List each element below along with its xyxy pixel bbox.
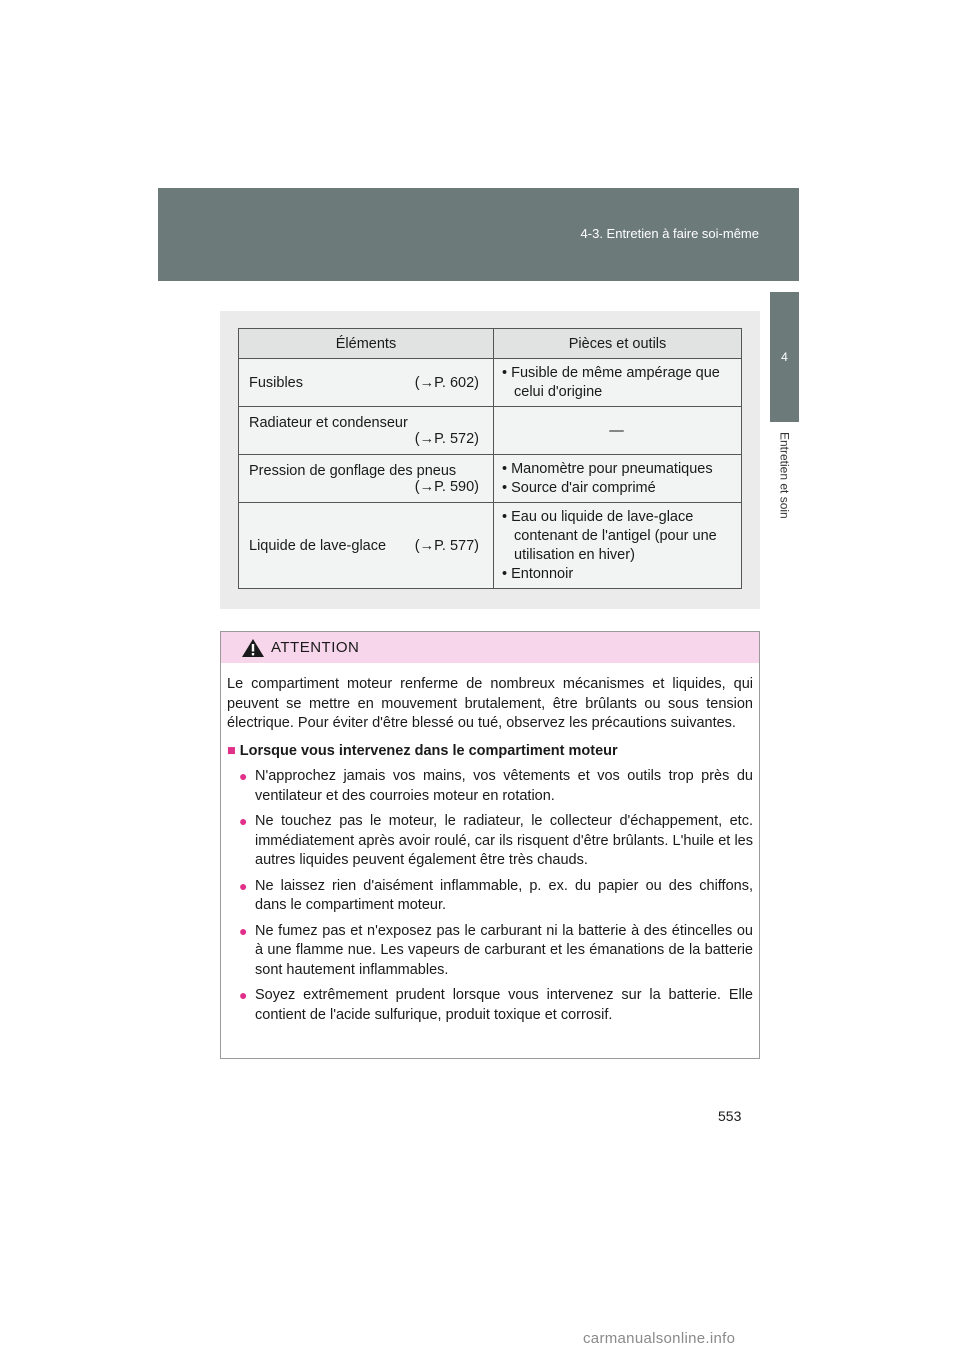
tools-cell	[494, 503, 742, 589]
list-item	[239, 986, 753, 1025]
column-header-tools: Pièces et outils	[494, 329, 742, 359]
tool-item: • Manomètre pour pneumatiques	[502, 460, 713, 477]
table-row	[239, 503, 742, 589]
chapter-tab	[770, 292, 799, 1122]
tool-item: • Eau ou liquide de lave-glace contenant de l'antigel (pour une utilisation en hiver)	[502, 508, 717, 563]
list-item-text: Ne laissez rien d'aisément inflammable, p. ex. du papier ou des chiffons, dans le compartiment moteur.	[255, 877, 753, 913]
tool-item: • Source d'air comprimé	[502, 479, 656, 496]
list-item-text: Ne fumez pas et n'exposez pas le carburant ni la batterie à des étincelles ou à une flamme nue. Les vapeurs de carburant et les émanations de la batterie sont hautement inflammables.	[255, 922, 753, 978]
item-cell	[239, 455, 494, 503]
table-row	[239, 407, 742, 455]
table-row	[239, 455, 742, 503]
chapter-label-wrap	[770, 432, 799, 732]
warning-subheading-text: Lorsque vous intervenez dans le compartiment moteur	[239, 742, 618, 759]
list-item-text: N'approchez jamais vos mains, vos vêtements et vos outils trop près du ventilateur et des courroies moteur en rotation.	[255, 768, 753, 804]
list-item	[239, 922, 753, 981]
item-name: Fusibles	[249, 374, 303, 391]
tools-cell	[494, 455, 742, 503]
circle-bullet-icon: ●	[239, 987, 248, 1003]
warning-triangle-icon	[241, 638, 265, 658]
tool-item: —	[609, 422, 624, 439]
page-reference[interactable]: (→P. 577)	[414, 537, 479, 554]
watermark: carmanualsonline.info	[583, 1330, 736, 1347]
item-name: Liquide de lave-glace	[249, 537, 387, 554]
list-item	[239, 767, 753, 806]
parts-table	[238, 328, 742, 589]
tools-cell	[494, 407, 742, 455]
circle-bullet-icon: ●	[239, 877, 248, 894]
item-cell	[239, 407, 494, 455]
warning-title: ATTENTION	[271, 639, 360, 656]
circle-bullet-icon: ●	[239, 768, 248, 784]
circle-bullet-icon: ●	[239, 813, 248, 829]
tools-cell	[494, 359, 742, 407]
warning-header	[221, 632, 759, 663]
list-item	[239, 877, 753, 916]
tool-item: • Entonnoir	[502, 565, 574, 582]
chapter-label: Entretien et soin	[777, 432, 792, 519]
warning-subheading	[227, 742, 753, 762]
page-reference[interactable]: (→P. 590)	[414, 478, 479, 495]
list-item	[239, 812, 753, 871]
parts-table-panel	[220, 311, 760, 609]
item-name: Pression de gonflage des pneus	[249, 462, 457, 479]
page-reference[interactable]: (→P. 602)	[414, 374, 479, 391]
square-bullet-icon: ■	[227, 742, 236, 759]
page-number: 553	[718, 1108, 742, 1124]
chapter-number: 4	[770, 292, 799, 422]
section-header	[158, 188, 799, 281]
list-item-text: Soyez extrêmement prudent lorsque vous intervenez sur la batterie. Elle contient de l'acide sulfurique, produit toxique et corrosif.	[255, 987, 753, 1023]
page-reference[interactable]: (→P. 572)	[414, 430, 479, 447]
warning-box	[220, 631, 760, 1059]
tool-item: • Fusible de même ampérage que celui d'origine	[502, 364, 720, 400]
item-cell	[239, 359, 494, 407]
section-title: 4-3. Entretien à faire soi-même	[580, 226, 759, 241]
column-header-items: Éléments	[239, 329, 494, 359]
item-name: Radiateur et condenseur	[249, 414, 408, 431]
circle-bullet-icon: ●	[239, 922, 248, 939]
item-cell	[239, 503, 494, 589]
table-header-row	[239, 329, 742, 359]
list-item-text: Ne touchez pas le moteur, le radiateur, le collecteur d'échappement, etc. immédiatement après avoir roulé, car ils risquent d'être brûlants. L'huile et les autres liquides peuvent également être très chauds.	[255, 813, 753, 868]
warning-intro: Le compartiment moteur renferme de nombreux mécanismes et liquides, qui peuvent se mettre en mouvement brutalement, être brûlants ou sous tension électrique. Pour éviter d'être blessé ou tué, observez les précautions suivantes.	[227, 676, 753, 731]
warning-body	[221, 663, 759, 1025]
table-row	[239, 359, 742, 407]
